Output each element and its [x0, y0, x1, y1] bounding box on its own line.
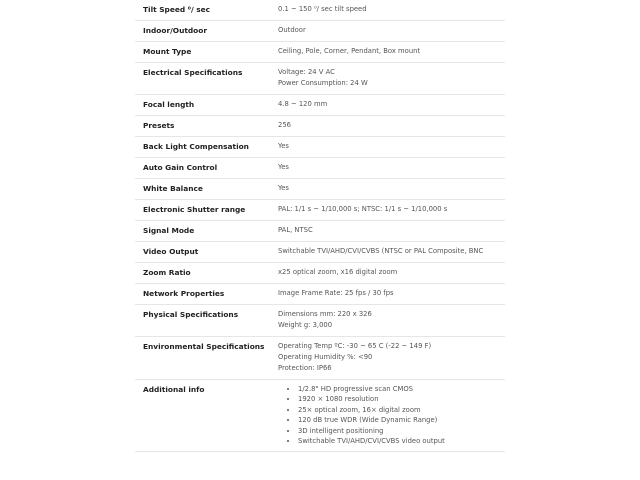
spec-value-line: 256: [278, 121, 291, 129]
spec-value-line: Image Frame Rate: 25 fps / 30 fps: [278, 289, 394, 297]
spec-value-line: Dimensions mm: 220 x 326: [278, 310, 372, 318]
spec-label: Indoor/Outdoor: [135, 21, 278, 42]
spec-label: Presets: [135, 116, 278, 137]
spec-value-line: Protection: IP66: [278, 364, 332, 372]
spec-row: [135, 200, 505, 221]
spec-value-line: 4.8 ~ 120 mm: [278, 100, 328, 108]
spec-row: [135, 116, 505, 137]
list-item: • 1/2.8" HD progressive scan CMOS: [298, 384, 505, 394]
spec-label: Network Properties: [135, 284, 278, 305]
spec-label: Physical Specifications: [135, 305, 278, 337]
spec-label: Electronic Shutter range: [135, 200, 278, 221]
spec-label: Auto Gain Control: [135, 158, 278, 179]
spec-value-line: Operating Temp ºC: -30 ~ 65 C (-22 ~ 149 F): [278, 342, 432, 350]
spec-value-line: Outdoor: [278, 26, 306, 34]
spec-label: Additional info: [135, 380, 278, 452]
spec-row: [135, 158, 505, 179]
spec-row-additional-info: [135, 380, 505, 452]
spec-value-line: Switchable TVI/AHD/CVI/CVBS (NTSC or PAL Composite, BNC: [278, 247, 484, 255]
spec-value: [278, 200, 505, 221]
spec-value-line: x25 optical zoom, x16 digital zoom: [278, 268, 398, 276]
spec-value: [278, 337, 505, 380]
spec-value: [278, 158, 505, 179]
spec-value: [278, 305, 505, 337]
spec-value-line: Weight g: 3,000: [278, 321, 333, 329]
spec-value-line: Yes: [278, 142, 289, 150]
spec-value: [278, 0, 505, 21]
spec-value-line: PAL, NTSC: [278, 226, 313, 234]
spec-row: [135, 337, 505, 380]
list-item: • 25× optical zoom, 16× digital zoom: [298, 405, 505, 415]
spec-label: Electrical Specifications: [135, 63, 278, 95]
spec-label: Signal Mode: [135, 221, 278, 242]
spec-row: [135, 242, 505, 263]
spec-value-line: Yes: [278, 184, 289, 192]
spec-label: Focal length: [135, 95, 278, 116]
spec-value-line: Ceiling, Pole, Corner, Pendant, Box mount: [278, 47, 421, 55]
spec-row: [135, 221, 505, 242]
spec-value: [278, 284, 505, 305]
spec-value: [278, 95, 505, 116]
spec-row: [135, 63, 505, 95]
spec-value-line: Yes: [278, 163, 289, 171]
spec-value: [278, 380, 505, 452]
spec-row: [135, 305, 505, 337]
spec-row: [135, 42, 505, 63]
spec-label: Back Light Compensation: [135, 137, 278, 158]
spec-table-body: [135, 0, 505, 452]
list-item: • Switchable TVI/AHD/CVI/CVBS video output: [298, 436, 505, 446]
spec-row: [135, 21, 505, 42]
spec-value: [278, 137, 505, 158]
spec-value: [278, 116, 505, 137]
spec-label: Mount Type: [135, 42, 278, 63]
list-item: • 120 dB true WDR (Wide Dynamic Range): [298, 415, 505, 425]
spec-row: [135, 284, 505, 305]
spec-value: [278, 21, 505, 42]
spec-row: [135, 179, 505, 200]
spec-value-line: Power Consumption: 24 W: [278, 79, 368, 87]
spec-label: Zoom Ratio: [135, 263, 278, 284]
spec-label: Environmental Specifications: [135, 337, 278, 380]
spec-row: [135, 0, 505, 21]
spec-value-line: Operating Humidity %: <90: [278, 353, 373, 361]
spec-table: [135, 0, 505, 452]
spec-value-line: 0.1 ~ 150 ⁰/ sec tilt speed: [278, 5, 367, 13]
spec-value: [278, 242, 505, 263]
spec-label: Tilt Speed ⁰/ sec: [135, 0, 278, 21]
spec-value-line: Voltage: 24 V AC: [278, 68, 335, 76]
spec-row: [135, 263, 505, 284]
spec-value: [278, 221, 505, 242]
spec-value: [278, 263, 505, 284]
spec-row: [135, 95, 505, 116]
spec-label: Video Output: [135, 242, 278, 263]
list-item: • 1920 × 1080 resolution: [298, 394, 505, 404]
spec-value: [278, 42, 505, 63]
spec-value: [278, 63, 505, 95]
list-item: • 3D intelligent positioning: [298, 426, 505, 436]
spec-value-line: PAL: 1/1 s ~ 1/10,000 s; NTSC: 1/1 s ~ 1/10,000 s: [278, 205, 448, 213]
spec-label: White Balance: [135, 179, 278, 200]
additional-info-list: [278, 384, 505, 446]
spec-row: [135, 137, 505, 158]
spec-value: [278, 179, 505, 200]
